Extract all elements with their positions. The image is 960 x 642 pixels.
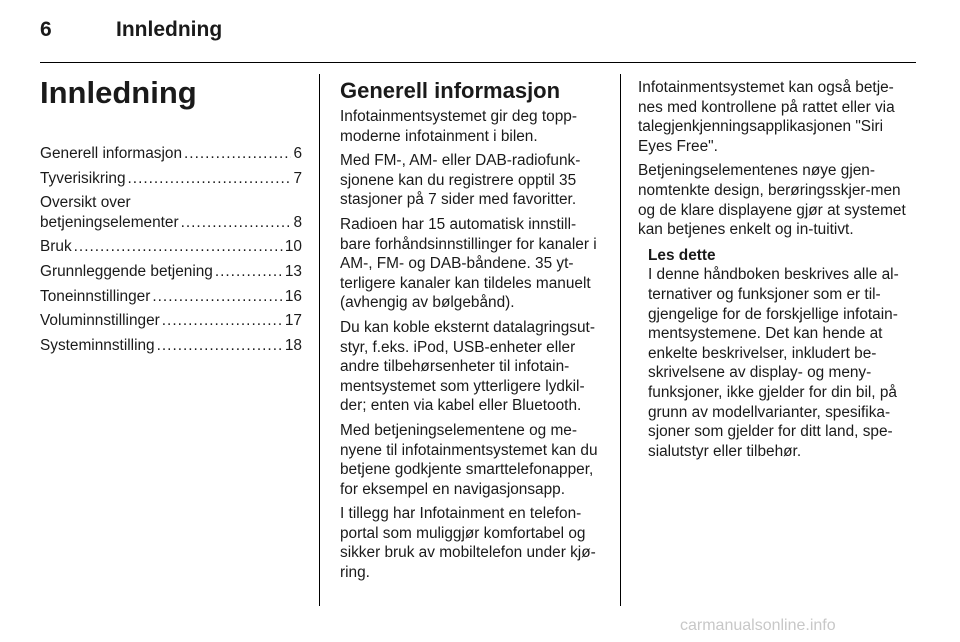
page-number: 6 <box>40 18 52 41</box>
running-title: Innledning <box>116 18 223 41</box>
toc-leader-dots <box>74 237 283 257</box>
header-rule <box>40 62 916 63</box>
note-box <box>648 246 906 462</box>
toc-page-number: 10 <box>284 238 302 256</box>
column-divider-left <box>319 74 320 606</box>
toc-leader-dots <box>157 336 283 356</box>
toc-label: Grunnleggende betjening <box>40 262 213 280</box>
toc-item[interactable] <box>40 336 302 356</box>
note-title: Les dette <box>648 246 716 264</box>
toc-page-number: 6 <box>293 145 302 162</box>
column-divider-right <box>620 74 621 606</box>
toc-label: Generell informasjon <box>40 145 183 162</box>
toc-item[interactable] <box>40 287 302 307</box>
note-text: I denne håndboken beskrives alle al-ternativer og funksjoner som er til-gjengelige for de forskjellige infotain-mentsystemene. Det kan hende at enkelte beskrivelser, inkludert be-skrivelsene av display- og meny-funksjoner, ikke gjelder for din bil, på grunn av modellvarianter, spesifika-sjoner som gjelder for ditt land, spe-sialutstyr eller tilbehør. <box>648 266 899 460</box>
toc-item[interactable] <box>40 311 302 331</box>
toc-item[interactable] <box>40 169 302 189</box>
toc-page-number: 16 <box>284 287 302 305</box>
chapter-title: Innledning <box>40 75 197 110</box>
toc-item[interactable] <box>40 262 302 282</box>
toc-item[interactable] <box>40 237 302 257</box>
toc-leader-dots <box>215 262 283 282</box>
toc-leader-dots <box>184 144 291 164</box>
right-column <box>638 78 906 461</box>
toc-item[interactable] <box>40 193 302 232</box>
body-paragraph: I tillegg har Infotainment en telefon-portal som muliggjør komfortabel og sikker bruk av mobiltelefon under kjø-ring. <box>340 505 596 582</box>
body-paragraph: Betjeningselementenes nøye gjen-nomtenkte design, berøringsskjer-men og de klare displayene gjør at systemet kan betjenes enkelt og in-tuitivt. <box>638 162 906 239</box>
toc-page-number: 13 <box>284 262 302 280</box>
toc-label: Oversikt over betjeningselementer <box>40 194 179 231</box>
body-paragraph: Radioen har 15 automatisk innstill-bare forhåndsinnstillinger for kanaler i AM-, FM- og DAB-båndene. 35 yt-terligere kanaler kan tildeles manuelt (avhengig av bølgebånd). <box>340 215 597 312</box>
toc-label: Toneinnstillinger <box>40 287 151 305</box>
toc-label: Systeminnstilling <box>40 336 155 354</box>
body-paragraph: Med FM-, AM- eller DAB-radiofunk-sjonene kan du registrere opptil 35 stasjoner på 7 sider med favoritter. <box>340 152 581 209</box>
toc-page-number: 7 <box>293 169 302 187</box>
toc-label: Tyverisikring <box>40 169 126 187</box>
toc-label: Bruk <box>40 238 72 256</box>
toc-leader-dots <box>181 213 292 233</box>
toc-item[interactable] <box>40 144 302 164</box>
toc-page-number: 17 <box>284 312 302 330</box>
toc-leader-dots <box>162 311 283 331</box>
body-paragraph: Infotainmentsystemet kan også betje-nes med kontrollene på rattet eller via talegjenkjenningsapplikasjonen "Siri Eyes Free". <box>638 79 895 155</box>
toc-page-number: 8 <box>293 213 302 231</box>
toc-label: Voluminnstillinger <box>40 312 160 330</box>
toc-page-number: 18 <box>284 336 302 354</box>
table-of-contents <box>40 144 302 355</box>
page-header <box>40 18 920 48</box>
body-paragraph: Infotainmentsystemet gir deg topp-moderne infotainment i bilen. <box>340 108 577 145</box>
body-paragraph: Du kan koble eksternt datalagringsut-styr, f.eks. iPod, USB-enheter eller andre tilbehørsenheter til infotain-mentsystemet som ytterligere lydkil-der; enten via kabel eller Bluetooth. <box>340 318 595 415</box>
section-column <box>340 78 604 588</box>
toc-leader-dots <box>152 287 283 307</box>
section-title: Generell informasjon <box>340 78 561 103</box>
body-paragraph: Med betjeningselementene og me-nyene til infotainmentsystemet kan du betjene godkjente smarttelefonapper, for eksempel en navigasjonsapp. <box>340 421 598 498</box>
toc-column <box>40 74 302 360</box>
toc-leader-dots <box>128 169 292 189</box>
watermark: carmanualsonline.info <box>680 617 836 634</box>
